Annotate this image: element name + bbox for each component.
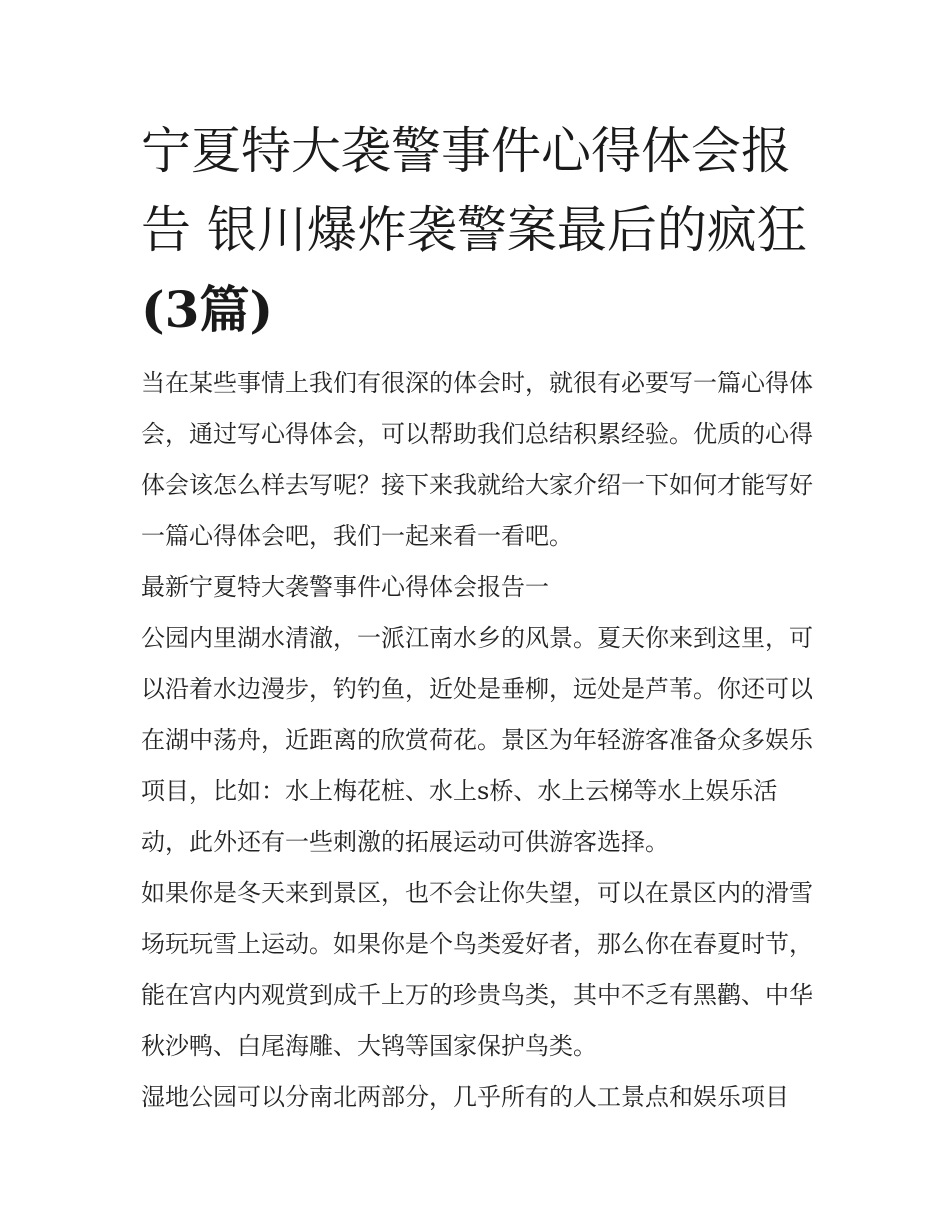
document-body xyxy=(141,358,816,1123)
intro-paragraph: 当在某些事情上我们有很深的体会时，就很有必要写一篇心得体会，通过写心得体会，可以帮助我们总结积累经验。优质的心得体会该怎么样去写呢？接下来我就给大家介绍一下如何才能写好一篇心得体会吧，我们一起来看一看吧。 xyxy=(141,369,813,550)
body-paragraph: 公园内里湖水清澈，一派江南水乡的风景。夏天你来到这里，可以沿着水边漫步，钓钓鱼，近处是垂柳，远处是芦苇。你还可以在湖中荡舟，近距离的欣赏荷花。景区为年轻游客准备众多娱乐项目，比如：水上梅花桩、水上s桥、水上云梯等水上娱乐活动，此外还有一些刺激的拓展运动可供游客选择。 xyxy=(141,624,813,856)
section-heading: 最新宁夏特大袭警事件心得体会报告一 xyxy=(141,573,549,601)
title-count: (3篇) xyxy=(141,280,274,339)
document-content xyxy=(141,112,816,1123)
body-paragraph: 如果你是冬天来到景区，也不会让你失望，可以在景区内的滑雪场玩玩雪上运动。如果你是个鸟类爱好者，那么你在春夏时节，能在宫内内观赏到成千上万的珍贵鸟类，其中不乏有黑鹳、中华秋沙鸭、白尾海雕、大鸨等国家保护鸟类。 xyxy=(141,879,813,1060)
title-main-text: 宁夏特大袭警事件心得体会报告 银川爆炸袭警案最后的疯狂 xyxy=(141,122,807,259)
document-title xyxy=(141,112,816,350)
body-paragraph: 湿地公园可以分南北两部分，几乎所有的人工景点和娱乐项目 xyxy=(141,1083,789,1111)
